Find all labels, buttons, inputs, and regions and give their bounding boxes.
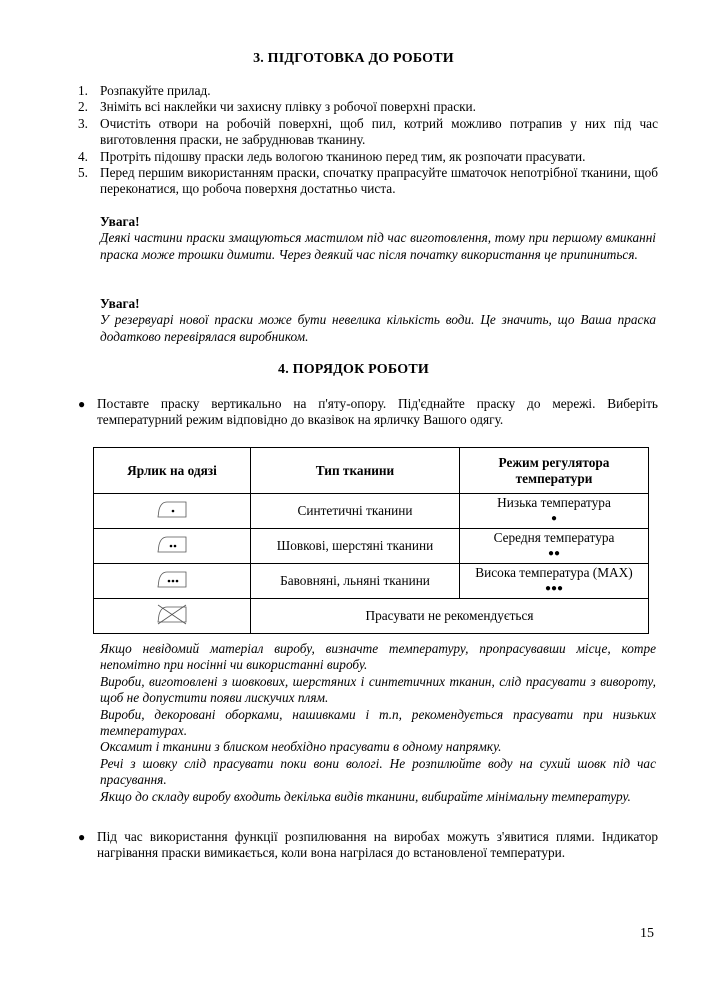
step-text: Зніміть всі наклейки чи захисну плівку з робочої поверхні праски.: [100, 99, 477, 115]
fabric-cell: Шовкові, шерстяні тканини: [251, 529, 460, 564]
table-header-row: [94, 448, 649, 494]
bullet-text: Поставте праску вертикально на п'яту-опору. Під'єднайте праску до мережі. Виберіть температурний режим відповідно до вказівок на ярличку Вашого одягу.: [97, 396, 658, 428]
fabric-cell: Бавовняні, льняні тканини: [251, 564, 460, 599]
warning-title: Увага!: [100, 296, 140, 311]
table-row: [94, 494, 649, 529]
iron-three-dots-icon: [155, 568, 189, 590]
bullet-item: [78, 396, 658, 429]
temperature-table: [93, 447, 649, 634]
column-header: Ярлик на одязі: [94, 448, 251, 494]
step-item: [78, 149, 658, 165]
bullet-dot: ●: [78, 397, 86, 411]
section-4-title: 4. ПОРЯДОК РОБОТИ: [278, 362, 429, 377]
step-number: 4.: [78, 148, 88, 164]
note-item: Вироби, декоровані оборками, нашивками і т.п, рекомендується прасувати при низьких температурах.: [100, 706, 656, 739]
mode-text: Середня температура: [493, 530, 615, 545]
mode-text: Низька температура: [497, 495, 611, 510]
step-number: 3.: [78, 115, 88, 131]
section-3-title: 3. ПІДГОТОВКА ДО РОБОТИ: [253, 51, 454, 66]
label-cell: [94, 494, 251, 529]
mode-cell: [460, 564, 649, 599]
bullet-item: [78, 829, 658, 862]
step-text: Перед першим використанням праски, спочатку прапрасуйте шматочок непотрібної тканини, щоб переконатися, що робоча поверхня достатньо чиста.: [100, 165, 658, 197]
warning-block: [100, 296, 656, 345]
table-row: [94, 529, 649, 564]
page-number: 15: [640, 926, 654, 941]
mode-text: Висока температура (MAX): [475, 565, 633, 580]
step-number: 2.: [78, 99, 88, 115]
label-cell: [94, 564, 251, 599]
warning-text: У резервуарі нової праски може бути невелика кількість води. Це значить, що Ваша праска додатково перевірялася виробником.: [100, 312, 656, 344]
mode-dots: ●●: [547, 548, 561, 559]
step-text: Розпакуйте прилад.: [100, 83, 211, 98]
iron-one-dot-icon: [155, 498, 189, 520]
note-item: Речі з шовку слід прасувати поки вони вологі. Не розпилюйте воду на сухий шовк під час прасування.: [100, 755, 656, 788]
step-text: Протріть підошву праски ледь вологою тканиною перед тим, як розпочати прасувати.: [100, 148, 586, 164]
label-cell: [94, 599, 251, 634]
table-row: [94, 599, 649, 634]
no-iron-cell: Прасувати не рекомендується: [251, 599, 649, 634]
fabric-cell: Синтетичні тканини: [251, 494, 460, 529]
step-text: Очистіть отвори на робочій поверхні, щоб пил, котрий можливо потрапив у них під час виготовлення праски, не забруднював тканину.: [100, 115, 658, 148]
mode-dots: ●: [550, 513, 558, 524]
note-item: Якщо до складу виробу входить декілька видів тканини, вибирайте мінімальну температуру.: [100, 788, 631, 804]
mode-cell: [460, 529, 649, 564]
warning-text: Деякі частини праски змащуються мастилом під час виготовлення, тому при першому вмиканні праска може трошки димити. Через деякий час після початку використання це припиниться.: [100, 230, 656, 262]
step-item: [78, 83, 658, 99]
column-header: Тип тканини: [251, 448, 460, 494]
preparation-steps: [78, 83, 658, 198]
step-number: 1.: [78, 83, 88, 98]
bullet-text: Під час використання функції розпилювання на виробах можуть з'явитися плями. Індикатор нагрівання праски вимикається, коли вона нагрілася до встановленої температури.: [97, 829, 658, 861]
label-cell: [94, 529, 251, 564]
mode-cell: [460, 494, 649, 529]
iron-two-dots-icon: [155, 533, 189, 555]
step-item: [78, 99, 658, 115]
table-row: [94, 564, 649, 599]
step-item: [78, 116, 658, 149]
ironing-notes: [100, 641, 656, 805]
column-header: Режим регулятора температури: [460, 448, 649, 494]
mode-dots: ●●●: [544, 583, 564, 594]
warning-block: [100, 214, 656, 263]
note-item: Вироби, виготовлені з шовкових, шерстяних і синтетичних тканин, слід прасувати з вивороту, щоб не допустити появи лискучих плям.: [100, 673, 656, 706]
note-item: Якщо невідомий матеріал виробу, визначте температуру, пропрасувавши місце, котре непомітно при носінні чи використанні виробу.: [100, 641, 656, 673]
step-item: [78, 165, 658, 198]
step-number: 5.: [78, 165, 88, 181]
warning-title: Увага!: [100, 214, 140, 229]
note-item: Оксамит і тканини з блиском необхідно прасувати в одному напрямку.: [100, 739, 502, 755]
do-not-iron-icon: [155, 603, 189, 625]
bullet-dot: ●: [78, 830, 86, 844]
